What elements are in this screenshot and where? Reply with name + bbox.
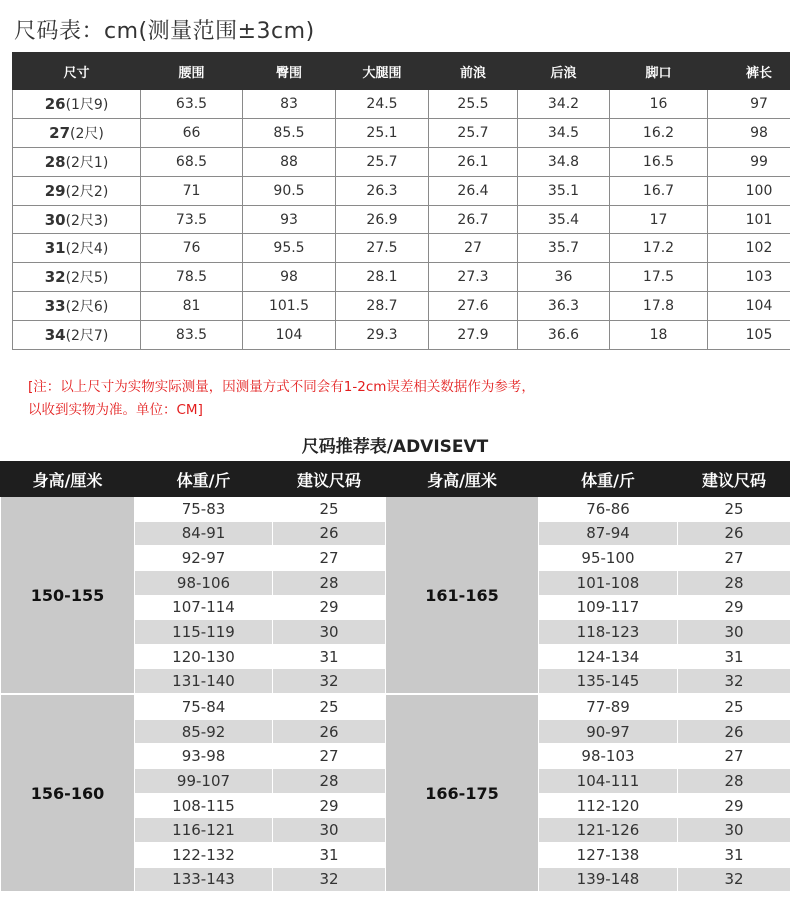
size-number: 32 bbox=[44, 268, 66, 287]
size-value-cell: 93 bbox=[243, 205, 336, 234]
size-label-cell bbox=[13, 321, 141, 350]
suggested-size-cell: 25 bbox=[273, 694, 386, 719]
size-value-cell: 16.7 bbox=[610, 176, 708, 205]
size-col-header: 臀围 bbox=[243, 53, 336, 90]
size-value-cell: 17.8 bbox=[610, 292, 708, 321]
size-value-cell: 16.2 bbox=[610, 118, 708, 147]
size-value-cell: 76 bbox=[141, 234, 243, 263]
recommend-header-row bbox=[1, 462, 386, 497]
weight-range-cell: 85-92 bbox=[135, 719, 273, 744]
recommend-table-right bbox=[385, 461, 790, 892]
weight-range-cell: 108-115 bbox=[135, 793, 273, 818]
size-value-cell: 34.2 bbox=[518, 90, 610, 119]
size-value-cell: 25.5 bbox=[429, 90, 518, 119]
recommend-col-header: 身高/厘米 bbox=[1, 462, 135, 497]
suggested-size-cell: 26 bbox=[678, 521, 790, 546]
size-value-cell: 35.7 bbox=[518, 234, 610, 263]
size-row bbox=[13, 205, 790, 234]
weight-range-cell: 139-148 bbox=[539, 867, 678, 892]
recommend-col-header: 体重/斤 bbox=[539, 462, 678, 497]
size-value-cell: 36 bbox=[518, 263, 610, 292]
size-value-cell: 88 bbox=[243, 147, 336, 176]
size-value-cell: 104 bbox=[708, 292, 790, 321]
size-chart-table bbox=[12, 52, 790, 350]
size-value-cell: 16 bbox=[610, 90, 708, 119]
height-range-cell: 156-160 bbox=[1, 694, 135, 892]
size-value-cell: 99 bbox=[708, 147, 790, 176]
size-chi-note: (2尺3) bbox=[65, 212, 109, 229]
weight-range-cell: 107-114 bbox=[135, 595, 273, 620]
suggested-size-cell: 26 bbox=[678, 719, 790, 744]
size-label-cell bbox=[13, 118, 141, 147]
size-row bbox=[13, 118, 790, 147]
size-value-cell: 102 bbox=[708, 234, 790, 263]
suggested-size-cell: 30 bbox=[678, 818, 790, 843]
weight-range-cell: 77-89 bbox=[539, 694, 678, 719]
size-value-cell: 36.6 bbox=[518, 321, 610, 350]
suggested-size-cell: 30 bbox=[273, 818, 386, 843]
size-value-cell: 28.7 bbox=[336, 292, 429, 321]
size-value-cell: 83.5 bbox=[141, 321, 243, 350]
size-value-cell: 34.8 bbox=[518, 147, 610, 176]
recommend-col-header: 身高/厘米 bbox=[386, 462, 539, 497]
size-value-cell: 68.5 bbox=[141, 147, 243, 176]
size-label-cell bbox=[13, 90, 141, 119]
height-range-cell: 161-165 bbox=[386, 497, 539, 695]
size-number: 34 bbox=[44, 326, 66, 345]
suggested-size-cell: 25 bbox=[678, 694, 790, 719]
size-number: 31 bbox=[44, 239, 66, 258]
size-chi-note: (2尺7) bbox=[65, 328, 109, 345]
suggested-size-cell: 25 bbox=[678, 497, 790, 522]
suggested-size-cell: 27 bbox=[678, 744, 790, 769]
suggested-size-cell: 26 bbox=[273, 719, 386, 744]
weight-range-cell: 118-123 bbox=[539, 620, 678, 645]
size-value-cell: 26.1 bbox=[429, 147, 518, 176]
weight-range-cell: 122-132 bbox=[135, 842, 273, 867]
recommend-header-row bbox=[386, 462, 790, 497]
size-value-cell: 63.5 bbox=[141, 90, 243, 119]
size-row bbox=[13, 263, 790, 292]
size-col-header: 尺寸 bbox=[13, 53, 141, 90]
suggested-size-cell: 29 bbox=[273, 595, 386, 620]
size-value-cell: 28.1 bbox=[336, 263, 429, 292]
size-col-header: 裤长 bbox=[708, 53, 790, 90]
weight-range-cell: 75-84 bbox=[135, 694, 273, 719]
size-row bbox=[13, 147, 790, 176]
suggested-size-cell: 32 bbox=[678, 867, 790, 892]
size-value-cell: 26.9 bbox=[336, 205, 429, 234]
size-row bbox=[13, 90, 790, 119]
recommend-col-header: 体重/斤 bbox=[135, 462, 273, 497]
weight-range-cell: 127-138 bbox=[539, 842, 678, 867]
advise-table-title: 尺码推荐表/ADVISEVT bbox=[301, 437, 489, 457]
weight-range-cell: 101-108 bbox=[539, 570, 678, 595]
size-row bbox=[13, 321, 790, 350]
size-chi-note: (2尺) bbox=[70, 125, 104, 142]
weight-range-cell: 121-126 bbox=[539, 818, 678, 843]
suggested-size-cell: 27 bbox=[678, 546, 790, 571]
size-value-cell: 17 bbox=[610, 205, 708, 234]
size-col-header: 腰围 bbox=[141, 53, 243, 90]
suggested-size-cell: 28 bbox=[273, 570, 386, 595]
weight-range-cell: 87-94 bbox=[539, 521, 678, 546]
size-number: 28 bbox=[44, 152, 66, 171]
size-value-cell: 78.5 bbox=[141, 263, 243, 292]
size-value-cell: 81 bbox=[141, 292, 243, 321]
size-col-header: 前浪 bbox=[429, 53, 518, 90]
size-value-cell: 27 bbox=[429, 234, 518, 263]
size-value-cell: 27.3 bbox=[429, 263, 518, 292]
size-value-cell: 18 bbox=[610, 321, 708, 350]
size-value-cell: 83 bbox=[243, 90, 336, 119]
size-number: 29 bbox=[44, 181, 66, 200]
size-value-cell: 27.5 bbox=[336, 234, 429, 263]
recommend-table-left bbox=[0, 461, 386, 892]
note-line-2: 以收到实物为准。单位：CM] bbox=[28, 402, 203, 418]
recommend-col-header: 建议尺码 bbox=[678, 462, 790, 497]
size-label-cell bbox=[13, 205, 141, 234]
suggested-size-cell: 29 bbox=[678, 793, 790, 818]
size-number: 26 bbox=[44, 94, 66, 113]
weight-range-cell: 131-140 bbox=[135, 669, 273, 694]
weight-range-cell: 98-103 bbox=[539, 744, 678, 769]
suggested-size-cell: 31 bbox=[273, 842, 386, 867]
size-value-cell: 90.5 bbox=[243, 176, 336, 205]
size-value-cell: 27.9 bbox=[429, 321, 518, 350]
recommend-row bbox=[1, 497, 386, 522]
weight-range-cell: 76-86 bbox=[539, 497, 678, 522]
page-title: 尺码表：cm(测量范围±3cm) bbox=[14, 19, 315, 44]
recommend-row bbox=[1, 694, 386, 719]
weight-range-cell: 92-97 bbox=[135, 546, 273, 571]
size-value-cell: 103 bbox=[708, 263, 790, 292]
size-row bbox=[13, 292, 790, 321]
weight-range-cell: 75-83 bbox=[135, 497, 273, 522]
weight-range-cell: 104-111 bbox=[539, 769, 678, 794]
size-value-cell: 17.5 bbox=[610, 263, 708, 292]
recommend-row bbox=[386, 497, 790, 522]
weight-range-cell: 84-91 bbox=[135, 521, 273, 546]
size-label-cell bbox=[13, 292, 141, 321]
size-value-cell: 105 bbox=[708, 321, 790, 350]
size-row bbox=[13, 176, 790, 205]
weight-range-cell: 115-119 bbox=[135, 620, 273, 645]
size-value-cell: 98 bbox=[708, 118, 790, 147]
size-value-cell: 85.5 bbox=[243, 118, 336, 147]
suggested-size-cell: 32 bbox=[273, 867, 386, 892]
size-chi-note: (2尺1) bbox=[65, 154, 109, 171]
suggested-size-cell: 31 bbox=[678, 842, 790, 867]
size-number: 30 bbox=[44, 210, 66, 229]
size-value-cell: 71 bbox=[141, 176, 243, 205]
suggested-size-cell: 28 bbox=[678, 570, 790, 595]
suggested-size-cell: 28 bbox=[273, 769, 386, 794]
size-value-cell: 35.1 bbox=[518, 176, 610, 205]
weight-range-cell: 95-100 bbox=[539, 546, 678, 571]
suggested-size-cell: 32 bbox=[678, 669, 790, 694]
size-col-header: 脚口 bbox=[610, 53, 708, 90]
size-value-cell: 29.3 bbox=[336, 321, 429, 350]
size-number: 33 bbox=[44, 297, 66, 316]
suggested-size-cell: 28 bbox=[678, 769, 790, 794]
size-value-cell: 25.7 bbox=[336, 147, 429, 176]
size-value-cell: 26.3 bbox=[336, 176, 429, 205]
suggested-size-cell: 31 bbox=[678, 644, 790, 669]
recommend-row bbox=[386, 694, 790, 719]
size-value-cell: 100 bbox=[708, 176, 790, 205]
weight-range-cell: 135-145 bbox=[539, 669, 678, 694]
suggested-size-cell: 29 bbox=[678, 595, 790, 620]
size-row bbox=[13, 234, 790, 263]
suggested-size-cell: 31 bbox=[273, 644, 386, 669]
weight-range-cell: 120-130 bbox=[135, 644, 273, 669]
size-value-cell: 104 bbox=[243, 321, 336, 350]
size-chart-body bbox=[13, 90, 790, 350]
size-value-cell: 35.4 bbox=[518, 205, 610, 234]
size-chi-note: (1尺9) bbox=[65, 96, 109, 113]
size-number: 27 bbox=[49, 123, 71, 142]
size-chi-note: (2尺5) bbox=[65, 270, 109, 287]
size-value-cell: 17.2 bbox=[610, 234, 708, 263]
note-line-1: [注：以上尺寸为实物实际测量，因测量方式不同会有1-2cm误差相关数据作为参考， bbox=[28, 379, 535, 395]
suggested-size-cell: 32 bbox=[273, 669, 386, 694]
size-value-cell: 24.5 bbox=[336, 90, 429, 119]
weight-range-cell: 98-106 bbox=[135, 570, 273, 595]
size-chi-note: (2尺2) bbox=[65, 183, 109, 200]
suggested-size-cell: 27 bbox=[273, 546, 386, 571]
size-value-cell: 26.4 bbox=[429, 176, 518, 205]
weight-range-cell: 124-134 bbox=[539, 644, 678, 669]
suggested-size-cell: 30 bbox=[678, 620, 790, 645]
weight-range-cell: 90-97 bbox=[539, 719, 678, 744]
recommend-col-header: 建议尺码 bbox=[273, 462, 386, 497]
weight-range-cell: 109-117 bbox=[539, 595, 678, 620]
weight-range-cell: 133-143 bbox=[135, 867, 273, 892]
weight-range-cell: 99-107 bbox=[135, 769, 273, 794]
size-chi-note: (2尺6) bbox=[65, 299, 109, 316]
size-chi-note: (2尺4) bbox=[65, 241, 109, 258]
measurement-note bbox=[28, 376, 768, 422]
size-value-cell: 101.5 bbox=[243, 292, 336, 321]
size-value-cell: 101 bbox=[708, 205, 790, 234]
size-value-cell: 25.7 bbox=[429, 118, 518, 147]
size-value-cell: 16.5 bbox=[610, 147, 708, 176]
suggested-size-cell: 25 bbox=[273, 497, 386, 522]
size-label-cell bbox=[13, 176, 141, 205]
size-value-cell: 73.5 bbox=[141, 205, 243, 234]
size-value-cell: 66 bbox=[141, 118, 243, 147]
size-value-cell: 97 bbox=[708, 90, 790, 119]
suggested-size-cell: 30 bbox=[273, 620, 386, 645]
height-range-cell: 150-155 bbox=[1, 497, 135, 695]
size-label-cell bbox=[13, 147, 141, 176]
size-value-cell: 26.7 bbox=[429, 205, 518, 234]
size-chart-header-row bbox=[13, 53, 790, 90]
size-value-cell: 25.1 bbox=[336, 118, 429, 147]
suggested-size-cell: 27 bbox=[273, 744, 386, 769]
size-col-header: 大腿围 bbox=[336, 53, 429, 90]
size-value-cell: 36.3 bbox=[518, 292, 610, 321]
suggested-size-cell: 26 bbox=[273, 521, 386, 546]
weight-range-cell: 93-98 bbox=[135, 744, 273, 769]
size-col-header: 后浪 bbox=[518, 53, 610, 90]
suggested-size-cell: 29 bbox=[273, 793, 386, 818]
size-label-cell bbox=[13, 234, 141, 263]
weight-range-cell: 116-121 bbox=[135, 818, 273, 843]
size-value-cell: 95.5 bbox=[243, 234, 336, 263]
size-value-cell: 98 bbox=[243, 263, 336, 292]
weight-range-cell: 112-120 bbox=[539, 793, 678, 818]
size-value-cell: 34.5 bbox=[518, 118, 610, 147]
size-label-cell bbox=[13, 263, 141, 292]
size-value-cell: 27.6 bbox=[429, 292, 518, 321]
height-range-cell: 166-175 bbox=[386, 694, 539, 892]
